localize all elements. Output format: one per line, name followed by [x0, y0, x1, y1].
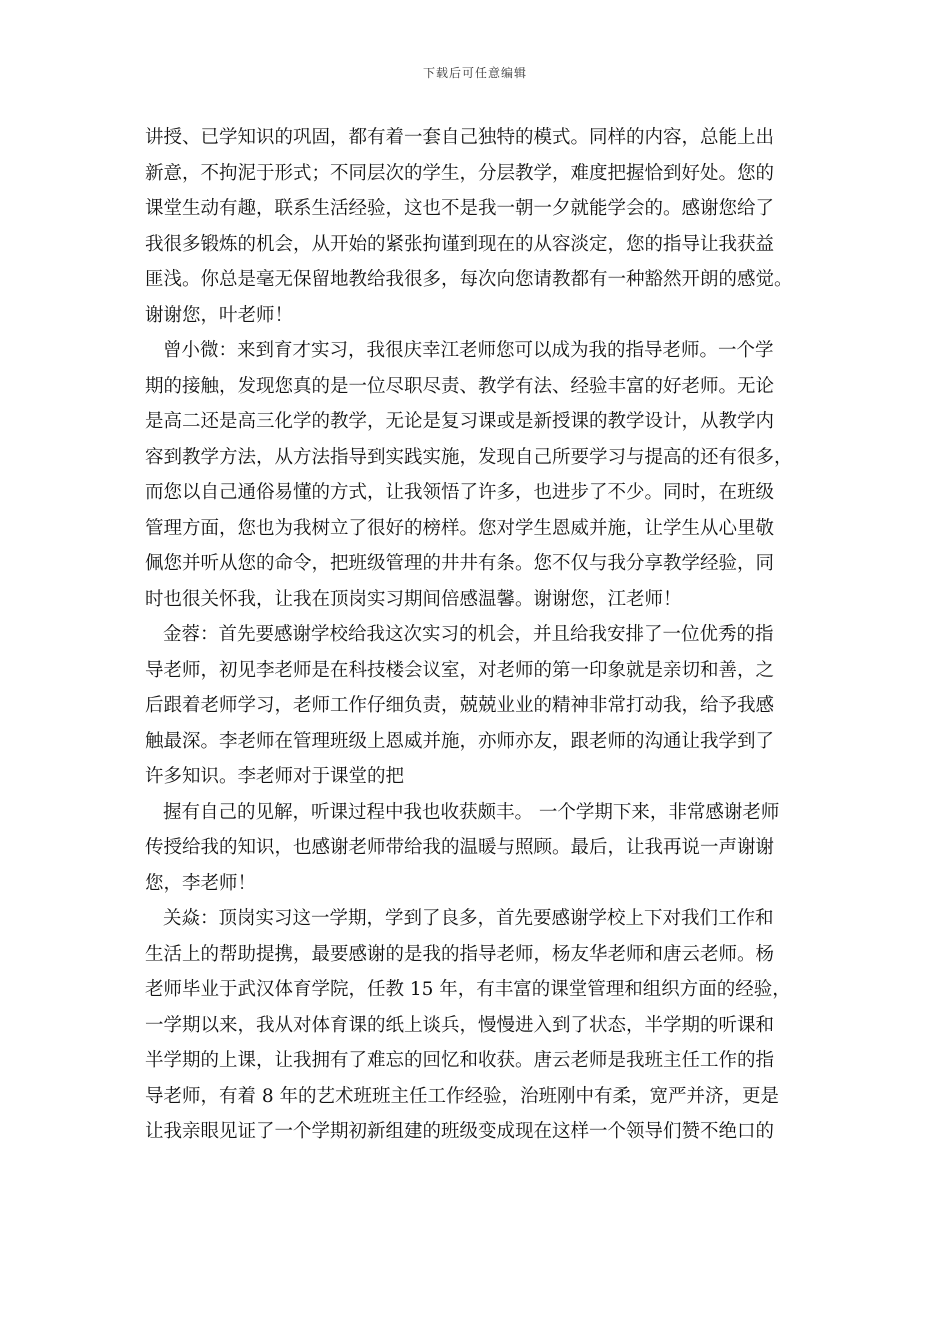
text-line: 导老师，初见李老师是在科技楼会议室，对老师的第一印象就是亲切和善，之 — [145, 659, 775, 681]
text-line: 新意，不拘泥于形式；不同层次的学生，分层教学，难度把握恰到好处。您的 — [145, 162, 775, 184]
text-line: 关焱：顶岗实习这一学期，学到了良多，首先要感谢学校上下对我们工作和 — [163, 908, 774, 929]
text-line: 匪浅。你总是毫无保留地教给我很多，每次向您请教都有一种豁然开朗的感觉。 — [145, 269, 793, 290]
text-line: 让我亲眼见证了一个学期初新组建的班级变成现在这样一个领导们赞不绝口的 — [145, 1121, 775, 1142]
text-line: 金蓉：首先要感谢学校给我这次实习的机会，并且给我安排了一位优秀的指 — [163, 624, 774, 645]
text-line: 老师毕业于武汉体育学院，任教 15 年，有丰富的课堂管理和组织方面的经验， — [145, 979, 791, 1000]
text-line: 谢谢您，叶老师！ — [145, 304, 294, 326]
text-line: 是高二还是高三化学的教学，无论是复习课或是新授课的教学设计，从教学内 — [145, 411, 775, 432]
text-line: 握有自己的见解，听课过程中我也收获颇丰。 一个学期下来，非常感谢老师 — [163, 801, 780, 823]
text-line: 后跟着老师学习，老师工作仔细负责，兢兢业业的精神非常打动我，给予我感 — [145, 695, 775, 716]
text-line: 而您以自己通俗易懂的方式，让我领悟了许多，也进步了不少。同时，在班级 — [145, 482, 775, 503]
text-line: 我很多锻炼的机会，从开始的紧张拘谨到现在的从容淡定，您的指导让我获益 — [145, 233, 775, 255]
text-line: 容到教学方法，从方法指导到实践实施，发现自己所要学习与提高的还有很多， — [145, 446, 793, 468]
text-line: 生活上的帮助提携，最要感谢的是我的指导老师，杨友华老师和唐云老师。杨 — [145, 943, 775, 965]
text-line: 期的接触，发现您真的是一位尽职尽责、教学有法、经验丰富的好老师。无论 — [145, 375, 775, 397]
text-line: 讲授、已学知识的巩固，都有着一套自己独特的模式。同样的内容，总能上出 — [145, 127, 775, 148]
text-line: 时也很关怀我，让我在顶岗实习期间倍感温馨。谢谢您，江老师！ — [145, 588, 682, 610]
text-line: 一学期以来，我从对体育课的纸上谈兵，慢慢进入到了状态，半学期的听课和 — [145, 1014, 775, 1036]
text-line: 管理方面，您也为我树立了很好的榜样。您对学生恩威并施，让学生从心里敬 — [145, 517, 775, 539]
text-line: 课堂生动有趣，联系生活经验，这也不是我一朝一夕就能学会的。感谢您给了 — [145, 198, 775, 219]
page-header: 下载后可任意编辑 — [422, 66, 527, 80]
text-line: 许多知识。李老师对于课堂的把 — [145, 766, 405, 787]
text-line: 传授给我的知识，也感谢老师带给我的温暖与照顾。最后，让我再说一声谢谢 — [145, 837, 775, 858]
text-line: 您，李老师！ — [145, 872, 257, 894]
text-line: 触最深。李老师在管理班级上恩威并施，亦师亦友，跟老师的沟通让我学到了 — [145, 730, 775, 752]
text-line: 半学期的上课，让我拥有了难忘的回忆和收获。唐云老师是我班主任工作的指 — [145, 1050, 775, 1071]
text-line: 佩您并听从您的命令，把班级管理的井井有条。您不仅与我分享教学经验，同 — [145, 553, 775, 574]
document-body — [145, 120, 815, 1150]
text-line: 曾小微：来到育才实习，我很庆幸江老师您可以成为我的指导老师。一个学 — [163, 340, 774, 361]
text-line: 导老师，有着 8 年的艺术班班主任工作经验，治班刚中有柔，宽严并济，更是 — [145, 1085, 780, 1107]
